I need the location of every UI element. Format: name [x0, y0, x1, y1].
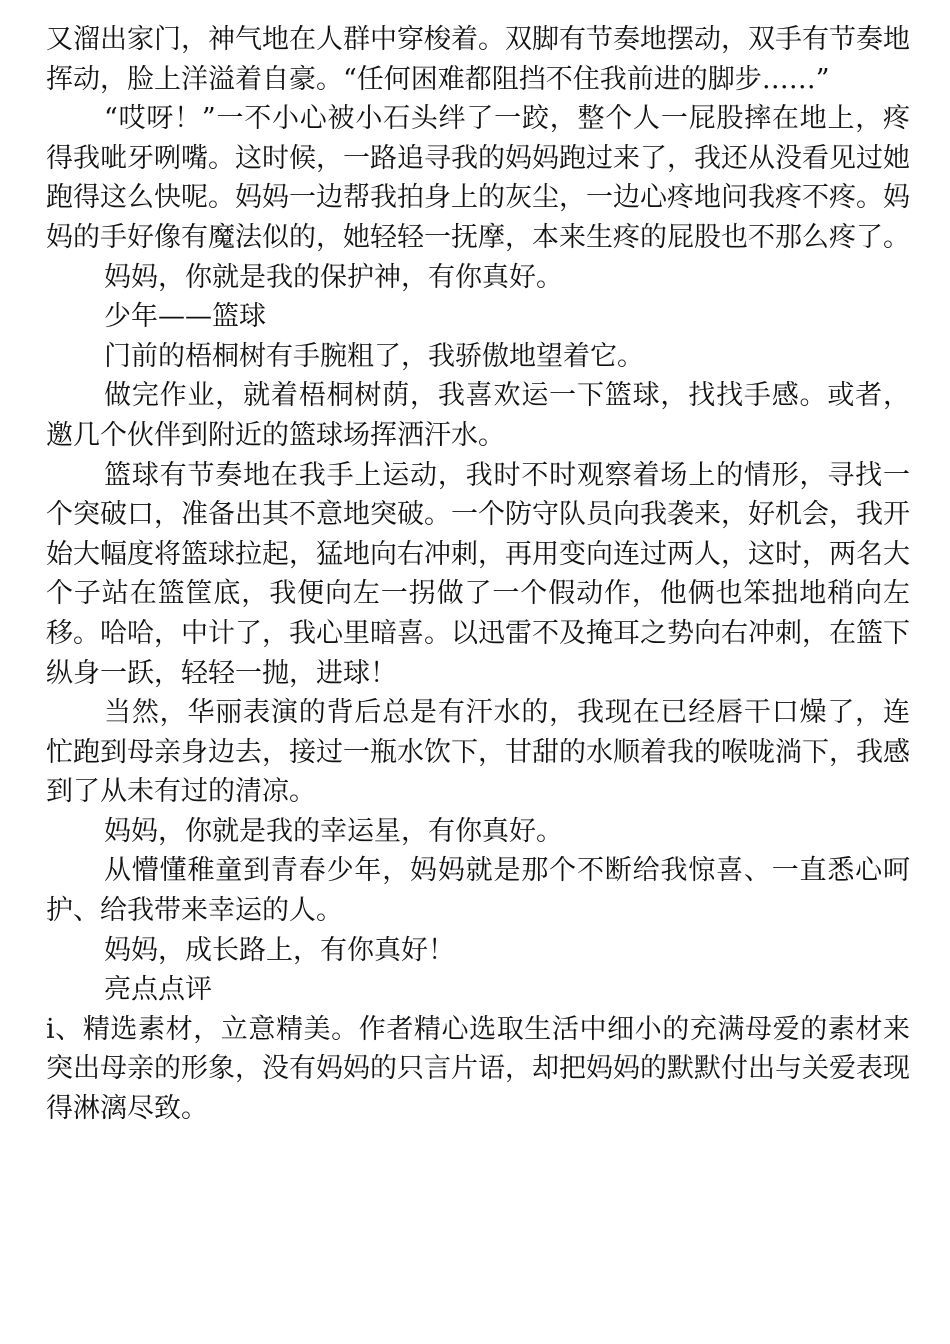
paragraph-protector: 妈妈，你就是我的保护神，有你真好。 — [104, 261, 563, 293]
paragraph-basketball-play: 篮球有节奏地在我手上运动，我时不时观察着场上的情形，寻找一个突破口，准备出其不意地突破。一个防守队员向我袭来，好机会，我开始大幅度将篮球拉起，猛地向右冲刺，再用变向连过两人，这时，两名大个子站在篮筐底，我便向左一拐做了一个假动作，他俩也笨拙地稍向左移。哈哈，中计了，我心里暗喜。以迅雷不及掩耳之势向右冲刺，在篮下纵身一跃，轻轻一抛，进球！ — [46, 459, 910, 689]
paragraph-growth-path: 妈妈，成长路上，有你真好！ — [104, 934, 455, 966]
section-heading-comment: 亮点点评 — [104, 974, 212, 1006]
paragraph-water: 当然，华丽表演的背后总是有汗水的，我现在已经唇干口燥了，连忙跑到母亲身边去，接过一瓶水饮下，甘甜的水顺着我的喉咙淌下，我感到了从未有过的清凉。 — [46, 697, 910, 808]
section-heading-basketball: 少年——篮球 — [104, 301, 266, 333]
paragraph-comment-1: i、精选素材，立意精美。作者精心选取生活中细小的充满母爱的素材来突出母亲的形象，没有妈妈的只言片语，却把妈妈的默默付出与关爱表现得淋漓尽致。 — [46, 1013, 910, 1125]
paragraph-lucky-star: 妈妈，你就是我的幸运星，有你真好。 — [104, 815, 563, 847]
paragraph-after-homework: 做完作业，就着梧桐树荫，我喜欢运一下篮球，找找手感。或者，邀几个伙伴到附近的篮球场挥洒汗水。 — [46, 380, 910, 451]
paragraph-fall-story: “哎呀！”一不小心被小石头绊了一跤，整个人一屁股摔在地上，疼得我呲牙咧嘴。这时候，一路追寻我的妈妈跑过来了，我还从没看见过她跑得这么快呢。妈妈一边帮我拍身上的灰尘，一边心疼地问我疼不疼。妈妈的手好像有魔法似的，她轻轻一抚摩，本来生疼的屁股也不那么疼了。 — [46, 103, 910, 253]
paragraph-intro-continued: 又溜出家门，神气地在人群中穿梭着。双脚有节奏地摆动，双手有节奏地挥动，脸上洋溢着自豪。“任何困难都阻挡不住我前进的脚步……” — [46, 24, 910, 95]
paragraph-growing-up: 从懵懂稚童到青春少年，妈妈就是那个不断给我惊喜、一直悉心呵护、给我带来幸运的人。 — [46, 855, 910, 927]
paragraph-tree: 门前的梧桐树有手腕粗了，我骄傲地望着它。 — [104, 340, 644, 372]
